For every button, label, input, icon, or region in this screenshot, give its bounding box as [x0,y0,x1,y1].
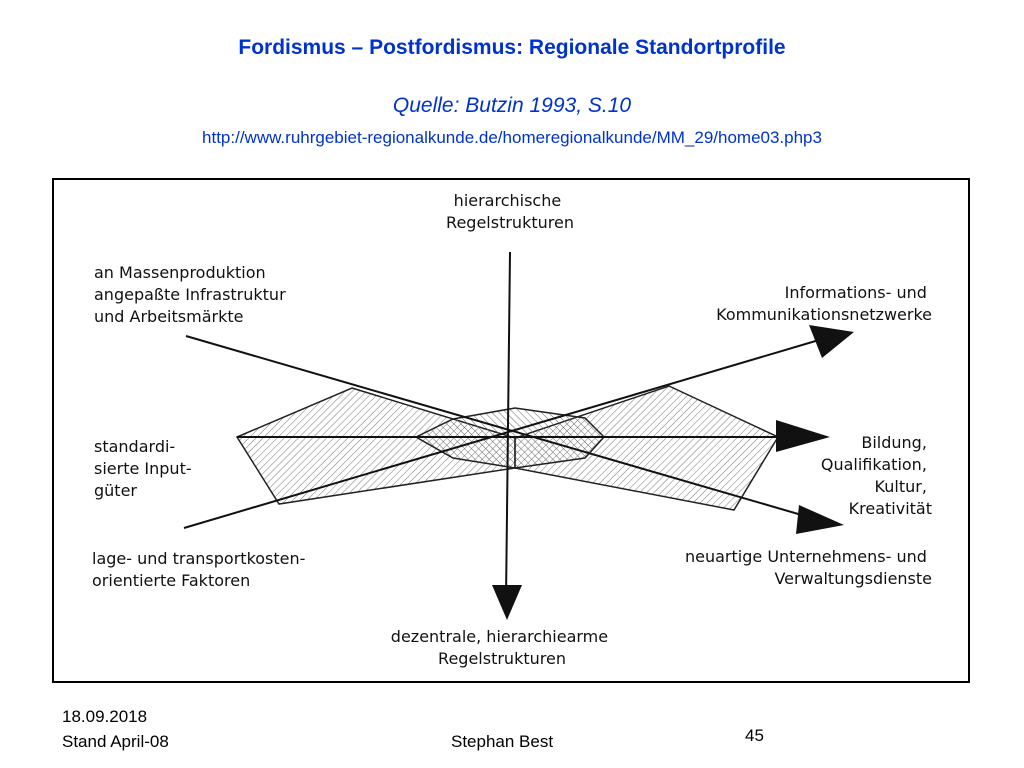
label-top-line: Regelstrukturen [446,213,574,232]
label-upper-left-line: an Massenproduktion [94,263,266,282]
label-top [446,191,574,232]
diagram-frame [52,178,970,683]
label-upper-right [716,283,932,324]
label-upper-left [94,263,291,326]
source-url: http://www.ruhrgebiet-regionalkunde.de/homeregionalkunde/MM_29/home03.php3 [202,128,822,147]
label-lower-right-line: Verwaltungsdienste [774,569,932,588]
page-number: 45 [745,726,764,745]
label-lower-right-line: neuartige Unternehmens- und [685,547,927,566]
footer-stand: Stand April-08 [62,732,169,751]
label-left-line: güter [94,481,137,500]
label-left [94,437,197,500]
label-lower-left-line: lage- und transportkosten- [92,549,306,568]
label-upper-left-line: und Arbeitsmärkte [94,307,244,326]
label-lower-right [685,547,932,588]
label-top-line: hierarchische [453,191,562,210]
label-bottom-line: dezentrale, hierarchiearme [390,627,609,646]
label-right-line: Bildung, [861,433,927,452]
label-right-line: Kreativität [848,499,932,518]
label-right-line: Qualifikation, [820,455,927,474]
label-right [821,433,932,518]
slide-title: Fordismus – Postfordismus: Regionale Standortprofile [238,36,786,59]
standortprofil-diagram [54,180,972,685]
footer-author: Stephan Best [451,732,554,751]
arrow-lower-right [796,505,844,534]
label-left-line: standardi- [94,437,176,456]
label-upper-left-line: angepaßte Infrastruktur [94,285,286,304]
arrow-upper-right [809,325,854,358]
label-upper-right-line: Kommunikationsnetzwerke [716,305,932,324]
label-bottom [391,627,613,668]
label-bottom-line: Regelstrukturen [438,649,566,668]
arrow-right [776,420,830,452]
footer-date: 18.09.2018 [62,707,148,726]
source-citation: Quelle: Butzin 1993, S.10 [392,94,632,117]
label-upper-right-line: Informations- und [784,283,927,302]
arrow-bottom [492,585,522,620]
label-left-line: sierte Input- [94,459,192,478]
label-lower-left [92,549,311,590]
label-right-line: Kultur, [874,477,927,496]
label-lower-left-line: orientierte Faktoren [92,571,251,590]
